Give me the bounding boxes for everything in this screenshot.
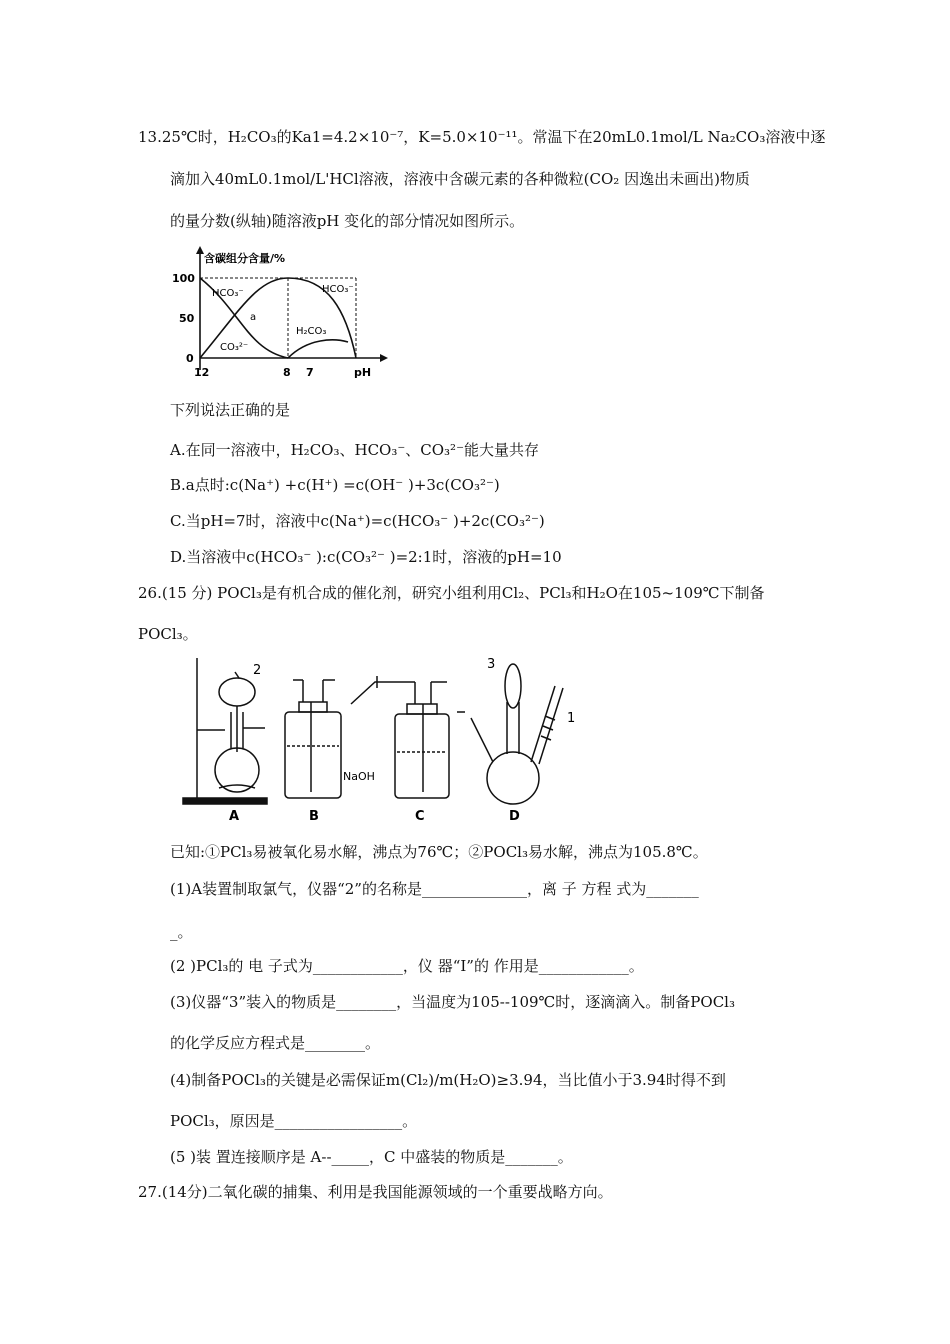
q13-line3: 的量分数(纵轴)随溶液pH 变化的部分情况如图所示。: [170, 212, 525, 230]
series-line-h2co3: [288, 340, 348, 358]
apparatus-d: [457, 664, 563, 804]
apparatus-b: [285, 680, 341, 798]
q26-s1b: _。: [170, 923, 193, 941]
apparatus-diagram: [175, 652, 575, 822]
x-tick-12: 12: [194, 366, 210, 379]
distribution-chart: [170, 242, 400, 382]
y-tick-100: 100: [172, 272, 195, 285]
x-axis-label: pH: [354, 366, 372, 379]
label-b: B: [309, 809, 319, 822]
q26-known: 已知:①PCl₃易被氧化易水解，沸点为76℃；②POCl₃易水解，沸点为105.8℃。: [170, 843, 708, 861]
q26-s1a: (1)A装置制取氯气，仪器“2”的名称是______________，离 子 方程 式为_______: [170, 880, 699, 898]
q13-line1: 13.25℃时，H₂CO₃的Ka1=4.2×10⁻⁷，K=5.0×10⁻¹¹。常温下在20mL0.1mol/L Na₂CO₃溶液中逐: [138, 128, 826, 146]
label-c: C: [415, 809, 425, 822]
x-axis-arrow: [380, 354, 388, 362]
q13-option-d: D.当溶液中c(HCO₃⁻ ):c(CO₃²⁻ )=2:1时，溶液的pH=10: [170, 548, 562, 566]
apparatus-a: [183, 658, 267, 804]
x-tick-8: 8: [283, 366, 291, 379]
label-hco3-left: HCO₃⁻: [212, 288, 244, 299]
label-h2co3: H₂CO₃: [296, 326, 327, 337]
x-tick-7: 7: [306, 366, 314, 379]
q13-option-b: B.a点时:c(Na⁺) +c(H⁺) =c(OH⁻ )+3c(CO₃²⁻): [170, 476, 500, 494]
label-3: 3: [487, 657, 496, 672]
q26-s4b: POCl₃，原因是_________________。: [170, 1112, 418, 1130]
y-tick-0: 0: [186, 352, 194, 365]
label-hco3-right: HCO₃⁻: [322, 284, 354, 295]
q26-s3b: 的化学反应方程式是________。: [170, 1034, 381, 1052]
label-2: 2: [253, 663, 262, 678]
label-point-a: a: [250, 312, 257, 323]
q26-s3a: (3)仪器“3”装入的物质是________，当温度为105--109℃时，逐滴滴入。制备POCl₃: [170, 993, 735, 1011]
q26-s5: (5 )装 置连接顺序是 A--_____，C 中盛装的物质是_______。: [170, 1148, 573, 1166]
y-axis-arrow: [196, 246, 204, 254]
label-1: 1: [567, 711, 575, 726]
q26-line1: 26.(15 分) POCl₃是有机合成的催化剂，研究小组利用Cl₂、PCl₃和H₂O在105~109℃下制备: [138, 584, 765, 602]
y-tick-50: 50: [179, 312, 195, 325]
q26-s4a: (4)制备POCl₃的关键是必需保证m(Cl₂)/m(H₂O)≥3.94，当比值小于3.94时得不到: [170, 1071, 726, 1089]
label-co3: CO₃²⁻: [220, 342, 249, 353]
q26-s2: (2 )PCl₃的 电 子式为____________，仪 器“I”的 作用是____________。: [170, 957, 644, 975]
q26-line2: POCl₃。: [138, 625, 198, 643]
label-a: A: [229, 809, 240, 822]
label-d: D: [509, 809, 520, 822]
q13-prompt: 下列说法正确的是: [170, 401, 291, 419]
q13-line2: 滴加入40mL0.1mol/L'HCl溶液，溶液中含碳元素的各种微粒(CO₂ 因逸出未画出)物质: [170, 170, 750, 188]
chart-title: 含碳组分含量/%: [204, 252, 286, 265]
q27-line1: 27.(14分)二氧化碳的捕集、利用是我国能源领域的一个重要战略方向。: [138, 1183, 613, 1201]
label-naoh: NaOH: [343, 770, 375, 783]
q13-option-c: C.当pH=7时，溶液中c(Na⁺)=c(HCO₃⁻ )+2c(CO₃²⁻): [170, 512, 545, 530]
q13-option-a: A.在同一溶液中，H₂CO₃、HCO₃⁻、CO₃²⁻能大量共存: [170, 441, 539, 459]
